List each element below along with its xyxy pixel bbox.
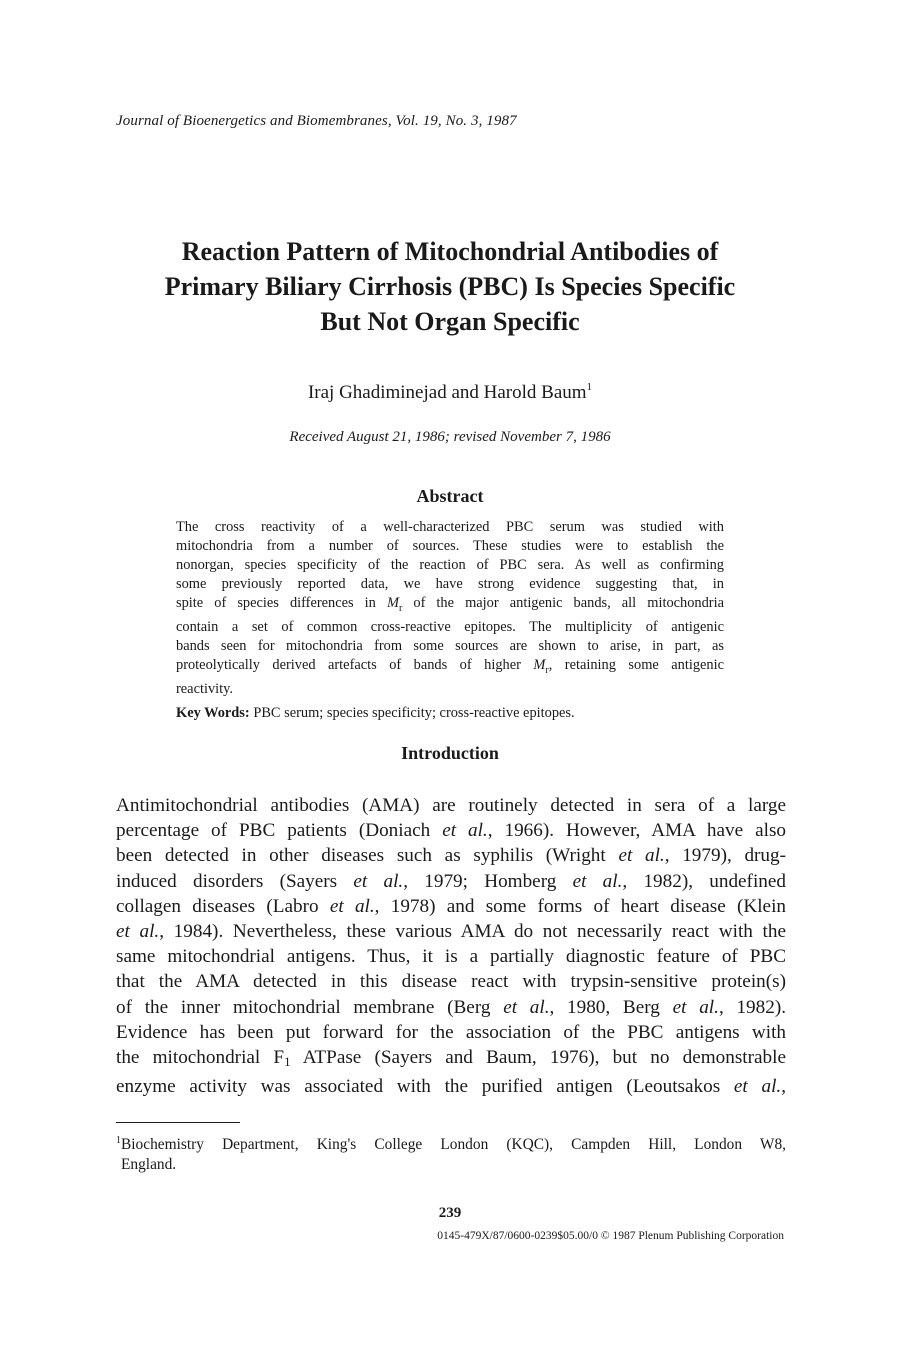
title-line-3: But Not Organ Specific xyxy=(320,307,580,336)
abstract-line-part: of the major antigenic bands, all mitochondria xyxy=(413,595,724,611)
key-words-label: Key Words: xyxy=(176,705,250,721)
key-words-text: PBC serum; species specificity; cross-reactive epitopes. xyxy=(253,705,575,721)
page-number: 239 xyxy=(438,1205,462,1221)
body-line xyxy=(116,818,786,843)
abstract-line-part: , retaining some antigenic xyxy=(548,656,724,673)
citation-et-al: et al. xyxy=(618,845,665,867)
body-text: induced disorders (Sayers xyxy=(116,870,338,892)
body-line xyxy=(116,843,786,868)
citation-et-al: et al. xyxy=(503,996,550,1018)
footnote-text: Biochemistry Department, King's College London (KQC), Campden Hill, London W8, xyxy=(121,1136,786,1153)
citation-et-al: et al. xyxy=(116,921,160,943)
author-footnote-mark: 1 xyxy=(586,381,593,393)
mr-subscript: r xyxy=(398,602,403,614)
citation-et-al: et al. xyxy=(733,1076,782,1098)
abstract-line-part: proteolytically derived artefacts of bands of higher xyxy=(176,656,521,673)
footnote xyxy=(116,1131,786,1175)
footnote-divider xyxy=(116,1122,240,1123)
body-line: Antimitochondrial antibodies (AMA) are routinely detected in sera of a large xyxy=(116,795,786,816)
paper-title xyxy=(100,234,800,339)
introduction-heading: Introduction xyxy=(401,743,499,763)
body-text: , 1980, Berg xyxy=(549,996,660,1018)
footnote-line: England. xyxy=(121,1156,177,1173)
body-text: , xyxy=(781,1076,786,1098)
body-text: , 1982). xyxy=(718,996,786,1018)
abstract-line: bands seen for mitochondria from some sources are shown to arise, in part, as xyxy=(176,637,724,654)
body-text: , 1979), drug- xyxy=(664,845,786,867)
citation-et-al: et al. xyxy=(329,895,375,917)
mr-subscript: r xyxy=(545,664,549,676)
body-text: , 1979; Homberg xyxy=(403,870,557,892)
abstract-line xyxy=(176,656,724,680)
title-line-2: Primary Biliary Cirrhosis (PBC) Is Species Specific xyxy=(164,272,736,301)
body-text: the mitochondrial F xyxy=(116,1047,285,1069)
abstract-line: some previously reported data, we have strong evidence suggesting that, in xyxy=(176,576,724,592)
body-text: , 1966). However, AMA have also xyxy=(487,820,786,842)
mr-symbol: M xyxy=(533,656,546,673)
body-text: ATPase (Sayers and Baum, 1976), but no demonstrable xyxy=(302,1047,786,1069)
body-line: that the AMA detected in this disease react with trypsin-sensitive protein(s) xyxy=(116,971,786,993)
title-line-1: Reaction Pattern of Mitochondrial Antibodies of xyxy=(181,237,719,266)
body-line xyxy=(116,995,786,1020)
abstract-line xyxy=(176,594,724,618)
abstract-line: reactivity. xyxy=(176,680,233,697)
abstract-body xyxy=(176,518,724,699)
body-line xyxy=(116,1074,786,1099)
body-line: same mitochondrial antigens. Thus, it is a partially diagnostic feature of PBC xyxy=(116,946,786,968)
abstract-line-part: spite of species differences in xyxy=(176,595,376,611)
citation-et-al: et al. xyxy=(572,870,623,892)
body-line xyxy=(116,869,786,894)
body-line xyxy=(116,919,786,944)
abstract-line: The cross reactivity of a well-characterized PBC serum was studied with xyxy=(176,519,724,535)
body-text: percentage of PBC patients (Doniach xyxy=(116,820,431,842)
copyright-line: 0145-479X/87/0600-0239$05.00/0 © 1987 Plenum Publishing Corporation xyxy=(437,1230,784,1242)
footnote-mark: 1 xyxy=(116,1135,121,1146)
body-line xyxy=(116,1045,786,1074)
body-text: enzyme activity was associated with the purified antigen (Leoutsakos xyxy=(116,1076,721,1098)
abstract-line: nonorgan, species specificity of the reaction of PBC sera. As well as confirming xyxy=(176,557,724,573)
footnote-line xyxy=(116,1131,786,1155)
journal-citation: Journal of Bioenergetics and Biomembranes, Vol. 19, No. 3, 1987 xyxy=(116,113,517,129)
received-dates: Received August 21, 1986; revised November 7, 1986 xyxy=(289,429,611,445)
citation-et-al: et al. xyxy=(442,820,488,842)
citation-et-al: et al. xyxy=(672,996,719,1018)
introduction-body xyxy=(116,793,786,1099)
author-names: Iraj Ghadiminejad and Harold Baum xyxy=(307,382,587,403)
body-text: , 1984). Nevertheless, these various AMA do not necessarily react with the xyxy=(159,921,786,943)
body-text: , 1978) and some forms of heart disease (Klein xyxy=(374,895,786,917)
abstract-line: contain a set of common cross-reactive epitopes. The multiplicity of antigenic xyxy=(176,618,724,635)
body-text: been detected in other diseases such as syphilis (Wright xyxy=(116,845,606,867)
f1-subscript: 1 xyxy=(284,1054,291,1070)
key-words xyxy=(176,705,736,722)
abstract-heading: Abstract xyxy=(416,486,484,506)
body-text: collagen diseases (Labro xyxy=(116,895,319,917)
body-line xyxy=(116,894,786,919)
body-line: Evidence has been put forward for the association of the PBC antigens with xyxy=(116,1021,786,1043)
authors xyxy=(100,381,800,404)
body-text: of the inner mitochondrial membrane (Berg xyxy=(116,996,491,1018)
body-text: , 1982), undefined xyxy=(622,870,786,892)
abstract-line: mitochondria from a number of sources. These studies were to establish the xyxy=(176,538,724,554)
citation-et-al: et al. xyxy=(353,870,404,892)
mr-symbol: M xyxy=(386,595,399,611)
